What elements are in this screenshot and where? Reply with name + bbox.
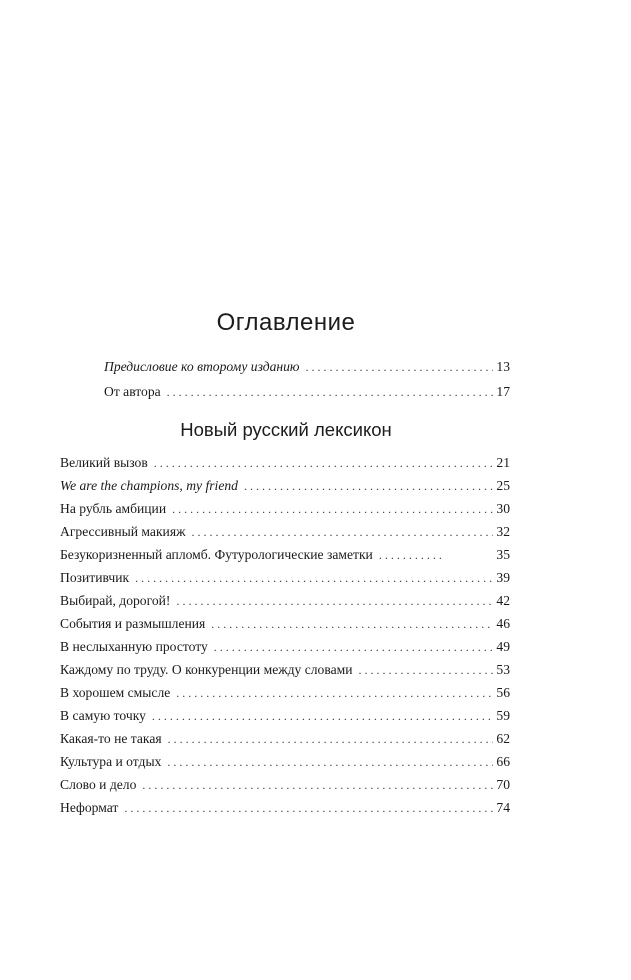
toc-entry-page: 56 bbox=[496, 685, 510, 700]
toc-entry[interactable] bbox=[60, 799, 510, 817]
toc-entry-title: Культура и отдых bbox=[60, 754, 162, 769]
toc-entry-title: Позитивчик bbox=[60, 570, 130, 585]
toc-entry-page: 39 bbox=[496, 570, 510, 585]
toc-entry-title: Агрессивный макияж bbox=[60, 524, 186, 539]
leader-dots bbox=[154, 454, 494, 472]
toc-entry-page: 17 bbox=[496, 384, 510, 399]
leader-dots bbox=[152, 707, 494, 725]
toc-entry-title: Слово и дело bbox=[60, 777, 137, 792]
toc-entry-title: Великий вызов bbox=[60, 455, 148, 470]
toc-entry-title: Безукоризненный апломб. Футурологические заметки bbox=[60, 547, 373, 562]
toc-entry[interactable] bbox=[60, 638, 510, 656]
toc-entry[interactable] bbox=[60, 615, 510, 633]
toc-entry-page: 74 bbox=[496, 800, 510, 815]
toc-entry-page: 59 bbox=[496, 708, 510, 723]
leader-dots bbox=[135, 569, 493, 587]
leader-dots bbox=[176, 592, 493, 610]
toc-entry[interactable] bbox=[60, 454, 510, 472]
toc-entry-page: 46 bbox=[496, 616, 510, 631]
leader-dots bbox=[172, 500, 493, 518]
section-title: Новый русский лексикон bbox=[180, 419, 392, 440]
toc-entry[interactable] bbox=[60, 523, 510, 541]
toc-entry[interactable] bbox=[60, 592, 510, 610]
toc-entry-title: Каждому по труду. О конкуренции между словами bbox=[60, 662, 353, 677]
toc-entry-page: 66 bbox=[496, 754, 510, 769]
toc-entry[interactable] bbox=[60, 569, 510, 587]
toc-entry-page: 49 bbox=[496, 639, 510, 654]
toc-entry[interactable] bbox=[60, 477, 510, 495]
leader-dots bbox=[379, 546, 445, 564]
leader-dots bbox=[142, 776, 493, 794]
leader-dots bbox=[124, 799, 493, 817]
page-title: Оглавление bbox=[216, 309, 356, 336]
toc-entry-page: 53 bbox=[496, 662, 510, 677]
leader-dots bbox=[306, 358, 494, 376]
toc-entry-page: 62 bbox=[496, 731, 510, 746]
toc-entry-page: 35 bbox=[496, 547, 510, 562]
toc-entry-title: От автора bbox=[104, 384, 161, 399]
toc-entry-title: На рубль амбиции bbox=[60, 501, 167, 516]
toc-entry-page: 25 bbox=[496, 478, 510, 493]
toc-entry[interactable] bbox=[60, 776, 510, 794]
toc-entry-page: 21 bbox=[496, 455, 510, 470]
toc-entry-page: 70 bbox=[496, 777, 510, 792]
toc-entry-title: В самую точку bbox=[60, 708, 146, 723]
toc-entry-title: Неформат bbox=[60, 800, 119, 815]
leader-dots bbox=[191, 523, 493, 541]
toc-entry-author-note[interactable] bbox=[104, 383, 510, 401]
leader-dots bbox=[176, 684, 493, 702]
toc-entry-title: We are the champions, my friend bbox=[60, 478, 238, 493]
leader-dots bbox=[244, 477, 493, 495]
toc-entry[interactable] bbox=[60, 730, 510, 748]
leader-dots bbox=[167, 383, 494, 401]
leader-dots bbox=[211, 615, 493, 633]
toc-entry-page: 42 bbox=[496, 593, 510, 608]
toc-entry-page: 13 bbox=[496, 359, 510, 374]
toc-entry-title: Предисловие ко второму изданию bbox=[104, 359, 300, 374]
toc-entry[interactable] bbox=[60, 684, 510, 702]
leader-dots bbox=[359, 661, 494, 679]
toc-entry-page: 32 bbox=[496, 524, 510, 539]
toc-entry-title: События и размышления bbox=[60, 616, 206, 631]
toc-entry[interactable] bbox=[60, 546, 510, 564]
toc-entry-title: Какая-то не такая bbox=[60, 731, 162, 746]
leader-dots bbox=[214, 638, 494, 656]
toc-entry-title: Выбирай, дорогой! bbox=[60, 593, 171, 608]
toc-entry[interactable] bbox=[60, 753, 510, 771]
toc-entry-title: В неслыханную простоту bbox=[60, 639, 208, 654]
leader-dots bbox=[168, 730, 494, 748]
toc-entry-preface[interactable] bbox=[104, 358, 510, 376]
toc-entry[interactable] bbox=[60, 500, 510, 518]
toc-entry-title: В хорошем смысле bbox=[60, 685, 171, 700]
toc-entry-page: 30 bbox=[496, 501, 510, 516]
toc-entry[interactable] bbox=[60, 661, 510, 679]
leader-dots bbox=[167, 753, 493, 771]
toc-entry[interactable] bbox=[60, 707, 510, 725]
